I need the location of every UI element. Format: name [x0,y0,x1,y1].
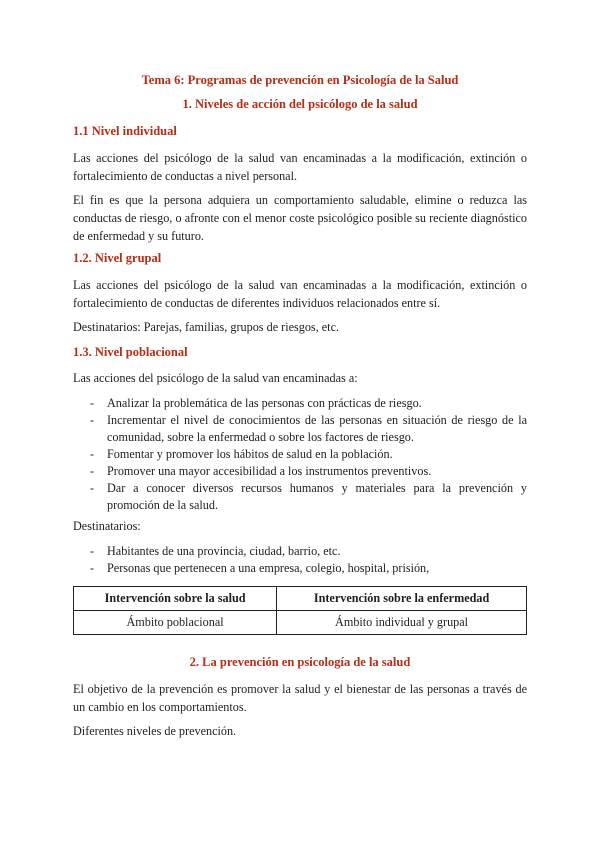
section-1-2-paragraph-1: Las acciones del psicólogo de la salud van encaminadas a la modificación, extinción o fortalecimiento de conductas de diferentes individuos relacionados entre sí. [73,278,527,310]
table-header-cell: Intervención sobre la salud [74,587,277,611]
list-item: - Habitantes de una provincia, ciudad, barrio, etc. [90,543,527,560]
list-item: - Personas que pertenecen a una empresa, colegio, hospital, prisión, [90,560,527,577]
section-1-1-paragraph-1: Las acciones del psicólogo de la salud van encaminadas a la modificación, extinción o fortalecimiento de conductas a nivel personal. [73,151,527,183]
section-1-1-heading: 1.1 Nivel individual [73,124,177,138]
section-1-heading: 1. Niveles de acción del psicólogo de la salud [182,97,418,111]
section-1-2-paragraph-2: Destinatarios: Parejas, familias, grupos de riesgos, etc. [73,320,340,334]
table-header-cell: Intervención sobre la enfermedad [277,587,527,611]
list-item: - Incrementar el nivel de conocimientos de las personas en situación de riesgo de la comunidad, sobre la enfermedad o sobre los factores de riesgo. [90,412,527,446]
section-2-heading: 2. La prevención en psicología de la salud [189,655,411,669]
section-1-3-heading: 1.3. Nivel poblacional [73,345,188,359]
table-header-row [74,587,527,611]
section-1-1-paragraph-2: El fin es que la persona adquiera un comportamiento saludable, elimine o reduzca las conductas de riesgo, o afronte con el menor coste psicológico posible su reciente diagnóstico de enfermedad y su futuro. [73,193,527,243]
list-item: - Analizar la problemática de las personas con prácticas de riesgo. [90,395,527,412]
table-cell: Ámbito poblacional [74,611,277,635]
section-1-3-intro: Las acciones del psicólogo de la salud van encaminadas a: [73,371,358,385]
section-2-paragraph-2: Diferentes niveles de prevención. [73,724,237,738]
table-cell: Ámbito individual y grupal [277,611,527,635]
intervention-table [73,586,527,635]
document-title: Tema 6: Programas de prevención en Psicología de la Salud [141,73,459,87]
list-item: - Promover una mayor accesibilidad a los instrumentos preventivos. [90,463,527,480]
destinatarios-label: Destinatarios: [73,519,141,533]
section-1-2-heading: 1.2. Nivel grupal [73,251,162,265]
table-row [74,611,527,635]
list-item: - Dar a conocer diversos recursos humanos y materiales para la prevención y promoción de la salud. [90,480,527,514]
section-2-paragraph-1: El objetivo de la prevención es promover la salud y el bienestar de las personas a través de un cambio en los comportamientos. [73,682,527,714]
destinatarios-list [90,543,527,577]
list-item: - Fomentar y promover los hábitos de salud en la población. [90,446,527,463]
actions-list [90,395,527,514]
